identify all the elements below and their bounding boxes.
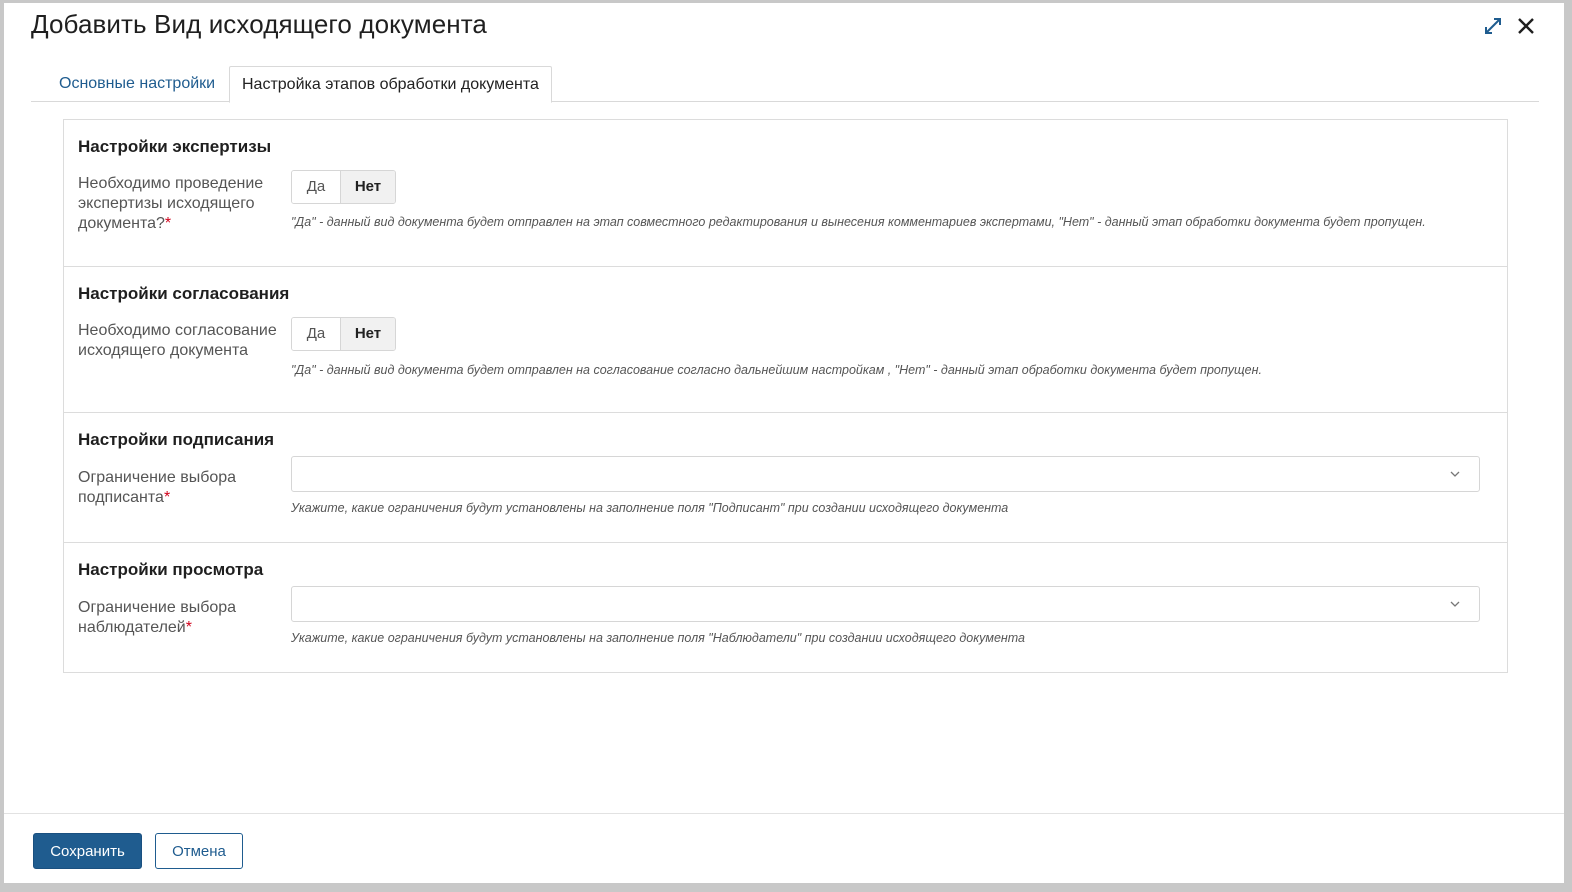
- section-title: Настройки просмотра: [78, 560, 264, 579]
- tab-main-settings[interactable]: Основные настройки: [59, 75, 216, 92]
- cancel-button[interactable]: Отмена: [155, 833, 243, 869]
- signing-hint: Укажите, какие ограничения будут установлены на заполнение поля "Подписант" при создании исходящего документа: [291, 501, 1009, 515]
- chevron-down-icon: [1449, 598, 1461, 610]
- close-icon: [1516, 16, 1536, 36]
- viewing-section: [63, 542, 1508, 673]
- label-text: Ограничение выбора наблюдателей: [78, 599, 237, 636]
- tab-processing-stages[interactable]: Настройка этапов обработки документа: [229, 66, 552, 103]
- signer-restriction-select[interactable]: [291, 456, 1480, 492]
- approval-toggle: [291, 317, 396, 351]
- tab-bar: [31, 66, 1539, 102]
- approval-section: [63, 266, 1508, 413]
- expertise-toggle: [291, 170, 396, 204]
- toggle-yes[interactable]: Да: [292, 171, 341, 203]
- viewing-field-label: [78, 598, 278, 638]
- toggle-no[interactable]: Нет: [341, 318, 395, 350]
- signing-field-label: [78, 468, 278, 508]
- chevron-down-icon: [1449, 468, 1461, 480]
- observers-restriction-select[interactable]: [291, 586, 1480, 622]
- dialog: [4, 3, 1564, 883]
- save-button[interactable]: Сохранить: [33, 833, 142, 869]
- toggle-yes[interactable]: Да: [292, 318, 341, 350]
- expertise-hint: "Да" - данный вид документа будет отправлен на этап совместного редактирования и вынесения комментариев экспертами, "Нет" - данный этап обработки документа будет пропущен.: [291, 215, 1426, 229]
- viewing-hint: Укажите, какие ограничения будут установлены на заполнение поля "Наблюдатели" при создании исходящего документа: [291, 631, 1026, 645]
- expand-icon: [1483, 16, 1503, 36]
- dialog-footer: [4, 813, 1564, 883]
- approval-hint: "Да" - данный вид документа будет отправлен на согласование согласно дальнейшим настройкам , "Нет" - данный этап обработки документа будет пропущен.: [291, 363, 1262, 377]
- approval-field-label: Необходимо согласование исходящего документа: [78, 322, 277, 359]
- section-title: Настройки экспертизы: [78, 137, 272, 156]
- required-mark: *: [163, 489, 171, 506]
- label-text: Необходимо проведение экспертизы исходящего документа?: [78, 175, 264, 232]
- required-mark: *: [164, 215, 172, 232]
- close-button[interactable]: [1513, 13, 1539, 39]
- section-title: Настройки согласования: [78, 284, 290, 303]
- dialog-title: Добавить Вид исходящего документа: [31, 9, 487, 39]
- toggle-no[interactable]: Нет: [341, 171, 395, 203]
- section-title: Настройки подписания: [78, 430, 275, 449]
- required-mark: *: [185, 619, 192, 636]
- expand-button[interactable]: [1480, 13, 1506, 39]
- signing-section: [63, 412, 1508, 543]
- expertise-section: [63, 119, 1508, 267]
- label-text: Ограничение выбора подписанта: [78, 469, 237, 506]
- expertise-field-label: [78, 174, 278, 234]
